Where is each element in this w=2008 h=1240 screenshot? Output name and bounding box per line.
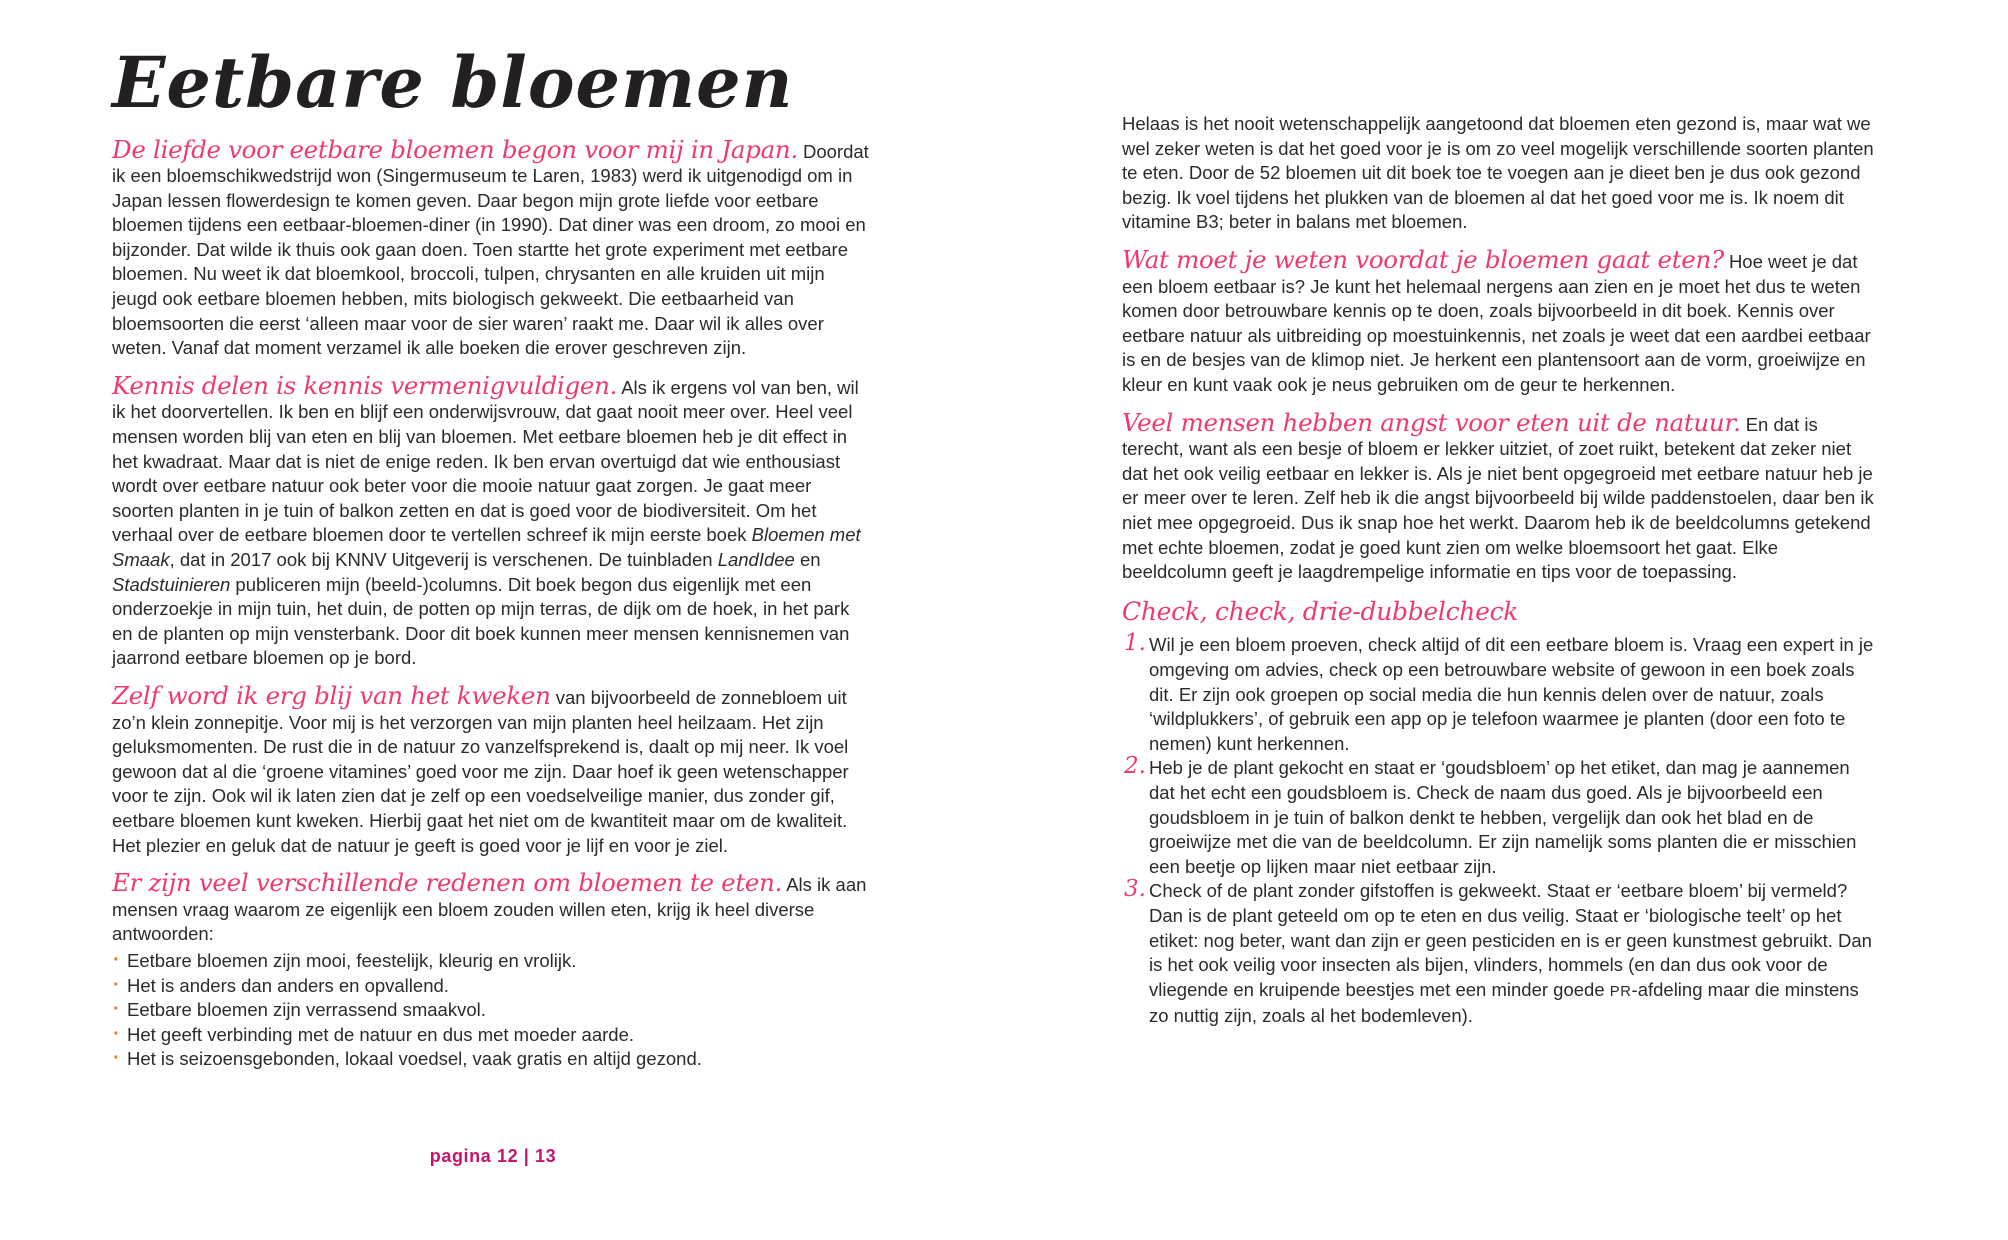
- paragraph-script-heading: De liefde voor eetbare bloemen begon voor mij in Japan.: [112, 134, 798, 164]
- list-item: · Eetbare bloemen zijn verrassend smaakvol.: [112, 998, 874, 1023]
- paragraph-text: En dat is terecht, want als een besje of bloem er lekker uitziet, of zoet ruikt, betekent dat zeker niet dat het ook veilig eetbaar en lekker is. Als je niet bent opgegroeid met eetbare natuur heb je er meer over te leren. Zelf heb ik die angst bijvoorbeeld bij wilde paddenstoelen, daar ben ik niet mee opgegroeid. Dus ik snap hoe het werkt. Daarom heb ik de beeldcolumns getekend met echte bloemen, zodat je goed kunt zien om welke bloemsoort het gaat. Elke beeldcolumn geeft je laagdrempelige informatie en tips voor de toepassing.: [1122, 413, 1874, 583]
- paragraph-text: Helaas is het nooit wetenschappelijk aangetoond dat bloemen eten gezond is, maar wat we wel zeker weten is dat het goed voor je is om zo veel mogelijk verschillende soorten planten te eten. Door de 52 bloemen uit dit boek toe te voegen aan je dieet ben je dus ook gezond bezig. Ik voel tijdens het plukken van de bloemen al dat het goed voor me is. Ik noem dit vitamine B3; beter in balans met bloemen.: [1122, 113, 1874, 233]
- paragraph-zelf-kweken: [112, 680, 874, 858]
- checklist-number: 1.: [1124, 630, 1146, 657]
- checklist-number: 3.: [1124, 876, 1146, 903]
- paragraph-liefde-japan: [112, 134, 874, 361]
- paragraph-text: Hoe weet je dat een bloem eetbaar is? Je kunt het helemaal nergens aan zien en je moet het dus te weten komen door betrouwbare kennis op te doen, zoals bijvoorbeeld in dit boek. Kennis over eetbare natuur als uitbreiding op moestuinkennis, net zoals je weet dat een aardbei eetbaar is en de besjes van de klimop niet. Je herkent een plantensoort aan de vorm, groeiwijze en kleur en kunt vaak ook je neus gebruiken om de geur te herkennen.: [1122, 250, 1871, 395]
- checklist-item: [1122, 630, 1878, 756]
- paragraph-wat-moet-je-weten: [1122, 244, 1878, 398]
- checklist-number: 2.: [1124, 753, 1146, 780]
- paragraph-script-heading: Kennis delen is kennis vermenigvuldigen.: [112, 370, 618, 400]
- checklist-item: [1122, 753, 1878, 879]
- checklist-text: Check of de plant zonder gifstoffen is gekweekt. Staat er ‘eetbare bloem’ bij vermeld? Dan is de plant geteeld om op te eten en dus veilig. Staat er ‘biologische teelt’ op het etiket: nog beter, want dan zijn er geen pesticiden en is er geen kunstmest gebruikt. Dan is het ook veilig voor insecten als bijen, vlinders, hommels (en dan dus ook voor de vliegende en kruipende beestjes met een minder goede PR-afdeling maar die minstens zo nuttig zijn, zoals al het bodemleven).: [1149, 880, 1872, 1027]
- paragraph-text: van bijvoorbeeld de zonnebloem uit zo’n klein zonnepitje. Voor mij is het verzorgen van mijn planten heel heilzaam. Het zijn geluksmomenten. De rust die in de natuur zo vanzelfsprekend is, daalt op mij neer. Ik voel gewoon dat al die ‘groene vitamines’ goed voor me zijn. Daar hoef ik geen wetenschapper voor te zijn. Ook wil ik laten zien dat je zelf op een voedselveilige manier, dus zonder gif, eetbare bloemen kunt kweken. Hierbij gaat het niet om de kwantiteit maar om de kwaliteit. Het plezier en geluk dat de natuur je geeft is goed voor je lijf en voor je ziel.: [112, 686, 849, 856]
- page-number: pagina 12 | 13: [429, 1146, 557, 1166]
- paragraph-angst-natuur: [1122, 407, 1878, 585]
- left-page: [112, 41, 874, 1166]
- reasons-list: [112, 949, 874, 1072]
- page-title: Eetbare bloemen: [112, 41, 794, 124]
- list-item: · Eetbare bloemen zijn mooi, feestelijk, kleurig en vrolijk.: [112, 949, 874, 974]
- paragraph-kennis-delen: [112, 370, 874, 671]
- paragraph-script-heading: Zelf word ik erg blij van het kweken: [112, 680, 551, 710]
- paragraph-helaas: [1122, 112, 1878, 235]
- list-item: · Het is anders dan anders en opvallend.: [112, 974, 874, 999]
- checklist-text: Wil je een bloem proeven, check altijd of dit een eetbare bloem is. Vraag een expert in je omgeving om advies, check op een betrouwbare website of gewoon in een boek zoals dit. Er zijn ook groepen op social media die hun kennis delen over de natuur, zoals ‘wildplukkers’, of gebruik een app op je telefoon waarmee je planten (door een foto te nemen) kunt herkennen.: [1149, 634, 1874, 754]
- right-page: [1122, 112, 1878, 1029]
- paragraph-text: Als ik aan mensen vraag waarom ze eigenlijk een bloem zouden willen eten, krijg ik heel diverse antwoorden:: [112, 874, 867, 945]
- paragraph-redenen: [112, 868, 874, 947]
- paragraph-text: Als ik ergens vol van ben, wil ik het doorvertellen. Ik ben en blijf een onderwijsvrouw, dat gaat nooit meer over. Heel veel mensen worden blij van eten en blij van bloemen. Met eetbare bloemen heb je dit effect in het kwadraat. Maar dat is niet de enige reden. Ik ben ervan overtuigd dat wie enthousiast wordt over eetbare natuur ook beter voor die mooie natuur gaat zorgen. Je gaat meer soorten planten in je tuin of balkon zetten en dat is goed voor de biodiversiteit. Om het verhaal over de eetbare bloemen door te vertellen schreef ik mijn eerste boek Bloemen met Smaak, dat in 2017 ook bij KNNV Uitgeverij is verschenen. De tuinbladen LandIdee en Stadstuinieren publiceren mijn (beeld-)columns. Dit boek begon dus eigenlijk met een onderzoekje in mijn tuin, het duin, de potten op mijn terras, de dijk om de hoek, in het park en de planten op mijn vensterbank. Door dit boek kunnen meer mensen kennisnemen van jaarrond eetbare bloemen op je bord.: [112, 376, 861, 669]
- paragraph-text: Doordat ik een bloemschikwedstrijd won (Singermuseum te Laren, 1983) werd ik uitgenodigd om in Japan lessen flowerdesign te komen geven. Daar begon mijn grote liefde voor eetbare bloemen tijdens een eetbaar-bloemen-diner (in 1990). Dat diner was een droom, zo mooi en bijzonder. Dat wilde ik thuis ook gaan doen. Toen startte het grote experiment met eetbare bloemen. Nu weet ik dat bloemkool, broccoli, tulpen, chrysanten en alle kruiden uit mijn jeugd ook eetbare bloemen hebben, mits biologisch gekweekt. Die eetbaarheid van bloemsoorten die eerst ‘alleen maar voor de sier waren’ raakt me. Daar wil ik alles over weten. Vanaf dat moment verzamel ik alle boeken die erover geschreven zijn.: [112, 140, 869, 359]
- checklist-script-heading: Check, check, drie-dubbelcheck: [1122, 596, 1519, 626]
- list-item: · Het is seizoensgebonden, lokaal voedsel, vaak gratis en altijd gezond.: [112, 1047, 874, 1072]
- checklist-text: Heb je de plant gekocht en staat er ‘goudsbloem’ op het etiket, dan mag je aannemen dat het echt een goudsbloem is. Check de naam dus goed. Als je bijvoorbeeld een goudsbloem in je tuin of balkon denkt te hebben, vergelijk dan ook het blad en de groeiwijze met die van de beeldcolumn. Er zijn namelijk soms planten die er misschien een beetje op lijken maar niet eetbaar zijn.: [1149, 757, 1857, 877]
- paragraph-script-heading: Veel mensen hebben angst voor eten uit de natuur.: [1122, 407, 1741, 437]
- paragraph-script-heading: Wat moet je weten voordat je bloemen gaat eten?: [1122, 244, 1724, 274]
- paragraph-script-heading: Er zijn veel verschillende redenen om bloemen te eten.: [112, 868, 783, 898]
- checklist: [1122, 630, 1878, 1029]
- list-item: · Het geeft verbinding met de natuur en dus met moeder aarde.: [112, 1023, 874, 1048]
- checklist-item: [1122, 876, 1878, 1029]
